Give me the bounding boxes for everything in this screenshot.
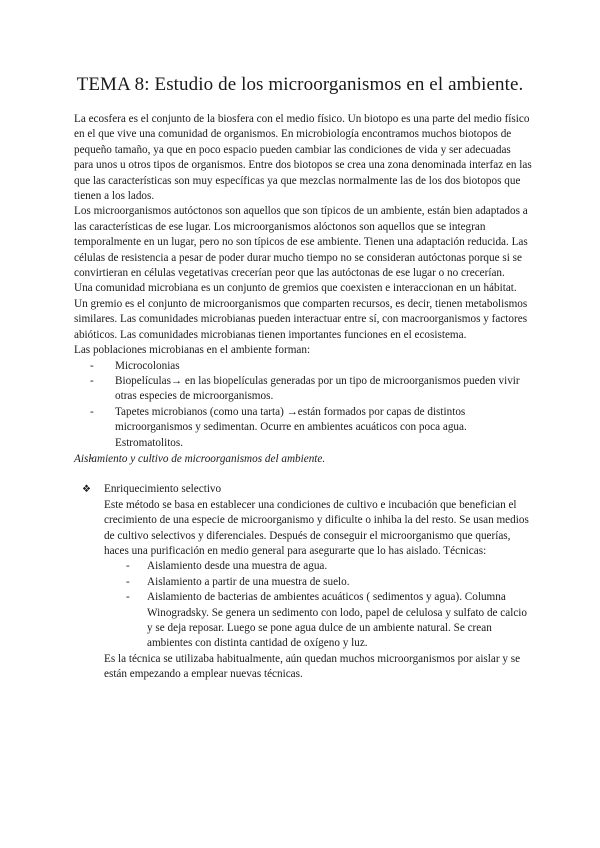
- populations-list: [74, 359, 532, 451]
- list-item: - Tapetes microbianos (como una tarta) →están formados por capas de distintos microorganismos y sedimentan. Ocurre en ambientes acuáticos con poca agua. Estromatolitos.: [90, 405, 532, 451]
- list-item: - Microcolonias: [90, 359, 532, 374]
- enrichment-text: Este método se basa en establecer una condiciones de cultivo e incubación que benefician el crecimiento de una especie de microorganismo y dificulte o inhiba la del resto. Se usan medios de cultivo selectivos y diferenciales. Después de conseguir el microorganismo que querías, haces una purificación en medio general para asegurarte que lo has aislado. Técnicas:: [104, 498, 529, 557]
- techniques-list: [104, 559, 532, 651]
- page-title: TEMA 8: Estudio de los microorganismos en el ambiente.: [76, 74, 524, 95]
- paragraph-ecosfera: La ecosfera es el conjunto de la biosfera con el medio físico. Un biotopo es una parte del medio físico en el que vive una comunidad de organismos. En microbiología encontramos muchos biotopos de pequeño tamaño, ya que en poco espacio pueden cambiar las condiciones de vida y ser adecuadas para unos u otros tipos de organismos. Entre dos biotopos se crea una zona denominada interfaz en las que las características son muy específicas ya que mezclas normalmente las de los dos biotopos que tienen a los lados.: [74, 113, 532, 203]
- list-item: - Aislamiento desde una muestra de agua.: [126, 559, 532, 574]
- enrichment-title: Enriquecimiento selectivo: [104, 483, 222, 496]
- list-item: - Aislamiento a partir de una muestra de suelo.: [126, 575, 532, 590]
- paragraph-comunidad: Una comunidad microbiana es un conjunto de gremios que coexisten e interaccionan en un hábitat. Un gremio es el conjunto de microorganismos que comparten recursos, es decir, tienen metabolismos similares. Las comunidades microbianas pueden interactuar entre sí, con macroorganismos y factores abióticos. Las comunidades microbianas tienen importantes funciones en el ecosistema.: [74, 282, 528, 341]
- section-heading: Aislamiento y cultivo de microorganismos del ambiente.: [74, 452, 326, 465]
- paragraph-autoctonos: Los microorganismos autóctonos son aquellos que son típicos de un ambiente, están bien adaptados a las características de ese lugar. Los microorganismos alóctonos son aquellos que se integran temporalmente en un lugar, pero no son típicos de ese ambiente. Tienen una adaptación reducida. Las células de resistencia a pesar de poder durar mucho tiempo no se consideran autóctonas porque si se convirtieran en células vegetativas crecerían peor que las autóctonas de ese lugar o no crecerían.: [74, 205, 528, 280]
- enrichment-section: [74, 482, 532, 682]
- list-item: - Aislamiento de bacterias de ambientes acuáticos ( sedimentos y agua). Columna Winogradsky. Se genera un sedimento con lodo, papel de celulosa y sulfato de calcio y se deja reposar. Luego se pone agua dulce de un ambiente natural. Se crean ambientes con distinta cantidad de oxígeno y luz.: [126, 590, 532, 652]
- enrichment-closing: Es la técnica se utilizaba habitualmente, aún quedan muchos microorganismos por aislar y se están empezando a emplear nuevas técnicas.: [104, 652, 521, 681]
- document-body: [74, 112, 532, 683]
- enrichment-title-row: [82, 482, 532, 497]
- list-item: - Biopelículas→ en las biopelículas generadas por un tipo de microorganismos pueden vivir otras especies de microorganismos.: [90, 374, 532, 405]
- paragraph-poblaciones: Las poblaciones microbianas en el ambiente forman:: [74, 344, 311, 357]
- diamond-bullet-icon: ❖: [82, 484, 91, 496]
